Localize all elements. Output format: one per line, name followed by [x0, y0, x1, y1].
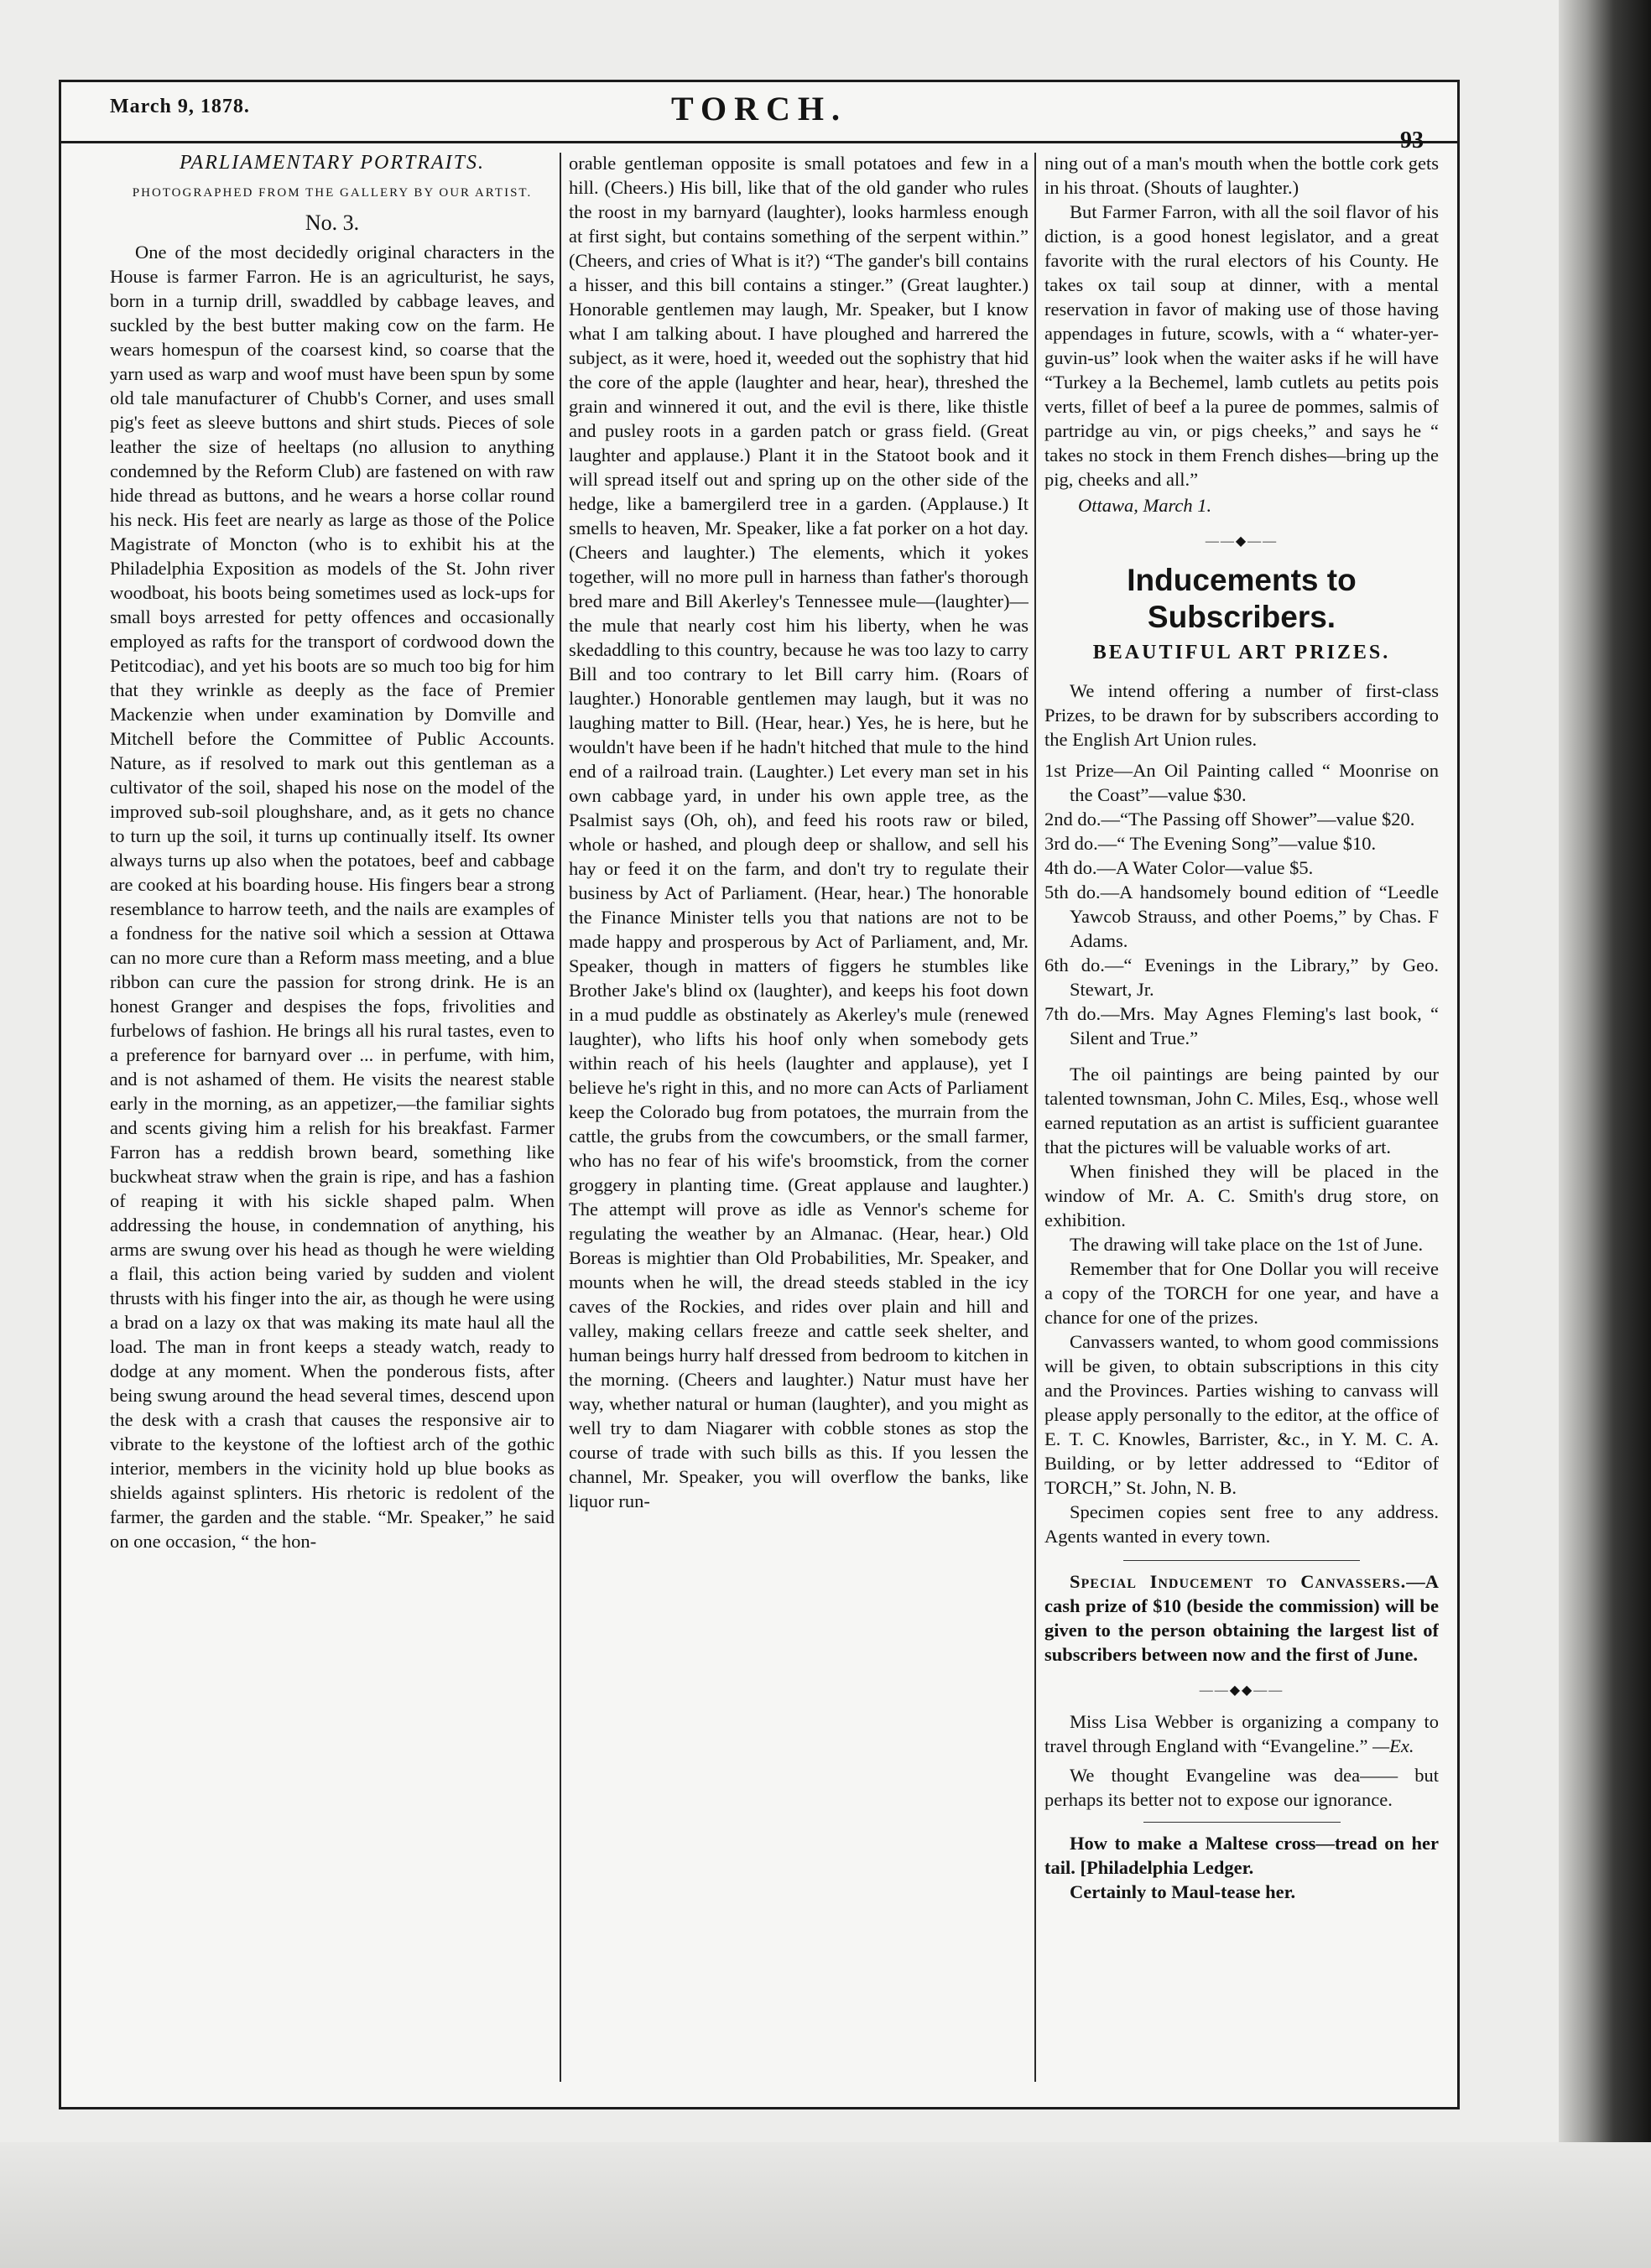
inducements-heading: Inducements to Subscribers.	[1127, 563, 1357, 634]
prize-item: 7th do.—Mrs. May Agnes Fleming's last book, “ Silent and True.”	[1044, 1003, 1439, 1048]
separator-rule	[1123, 1560, 1360, 1561]
news-item-credit: —Ex.	[1372, 1735, 1414, 1756]
separator-ornament: ——◆◆——	[1199, 1683, 1284, 1698]
news-item-text: Miss Lisa Webber is organizing a company to travel through England with “Evangeline.”	[1044, 1711, 1439, 1756]
article-number: No. 3.	[305, 211, 360, 235]
page-number: 93	[1400, 127, 1424, 153]
special-inducement-text: —A cash prize of $10 (beside the commission) will be given to the person obtaining the largest list of subscribers between now and the first of June.	[1044, 1571, 1439, 1665]
inducements-paragraph: The oil paintings are being painted by our talented townsman, John C. Miles, Esq., whose well earned reputation as an artist is sufficient guarantee that the pictures will be valuable works of art.	[1044, 1064, 1439, 1157]
newspaper-title: TORCH.	[671, 90, 847, 127]
prize-item: 3rd do.—“ The Evening Song”—value $10.	[1044, 833, 1377, 854]
prize-item: 6th do.—“ Evenings in the Library,” by Geo. Stewart, Jr.	[1044, 955, 1439, 1000]
separator-rule	[1143, 1822, 1341, 1823]
prize-item: 4th do.—A Water Color—value $5.	[1044, 857, 1314, 878]
article-closing-paragraph: But Farmer Farron, with all the soil flavor of his diction, is a good honest legislator, and a great favorite with the rural electors of his County. He takes ox tail soup at dinner, with a mental reservation in favor of making use of those having appendages in future, scowls, with a “ whater-yer-guvin-us” look when the waiter asks if he will have “Turkey a la Bechemel, lamb cutlets au petits pois verts, fillet of beef a la puree de pommes, salmis of partridge au vin, or pigs cheeks,” and says he “ takes no stock in them French dishes—bring up the pig, cheeks and all.”	[1044, 201, 1439, 490]
prize-item: 1st Prize—An Oil Painting called “ Moonrise on the Coast”—value $30.	[1044, 760, 1439, 805]
inducements-paragraph: Specimen copies sent free to any address. Agents wanted in every town.	[1044, 1501, 1439, 1547]
news-item: We thought Evangeline was dea—— but perhaps its better not to expose our ignorance.	[1044, 1765, 1439, 1810]
news-item: How to make a Maltese cross—tread on her tail. [Philadelphia Ledger.	[1044, 1833, 1439, 1878]
inducements-paragraph: The drawing will take place on the 1st of June.	[1070, 1234, 1424, 1255]
inducements-paragraph: Canvassers wanted, to whom good commissions will be given, to obtain subscriptions in this city and the Provinces. Parties wishing to canvass will please apply personally to the editor, at the office of E. T. C. Knowles, Barrister, &c., in Y. M. C. A. Building, or by letter addressed to “Editor of TORCH,” St. John, N. B.	[1044, 1331, 1439, 1498]
column-1	[110, 151, 555, 2063]
issue-date: March 9, 1878.	[110, 96, 250, 117]
inducements-paragraph: When finished they will be placed in the window of Mr. A. C. Smith's drug store, on exhibition.	[1044, 1161, 1439, 1230]
news-item	[1044, 1709, 1439, 1758]
special-inducement-label: Special Inducement to Canvassers.	[1070, 1571, 1407, 1592]
masthead	[61, 82, 1457, 153]
newspaper-page	[59, 80, 1460, 2109]
art-prizes-heading: BEAUTIFUL ART PRIZES.	[1092, 642, 1391, 663]
article-body-part-3: ning out of a man's mouth when the bottle cork gets in his throat. (Shouts of laughter.)	[1044, 153, 1439, 198]
article-subheading: PHOTOGRAPHED FROM THE GALLERY BY OUR ARTIST.	[132, 186, 533, 200]
article-body-part-2: orable gentleman opposite is small potatoes and few in a hill. (Cheers.) His bill, like that of the old gander who rules the roost in my barnyard (laughter), looks harmless enough at first sight, but contains something of the serpent within.” (Cheers, and cries of What is it?) “The gander's bill contains a hisser, and this bill contains a stinger.” (Great laughter.) Honorable gentlemen may laugh, Mr. Speaker, but I know what I am talking about. I have ploughed and harrered the subject, as it were, hoed it, weeded out the sophistry that hid the core of the apple (laughter and hear, hear), threshed the grain and winnered it out, and the evil is there, like thistle and pusley roots in a garden patch or grass field. (Great laughter and applause.) Plant it in the Statoot book and it will spread itself out and spring up on the other side of the hedge, like a bamergilerd tree in a garden. (Applause.) It smells to heaven, Mr. Speaker, like a fat porker on a hot day. (Cheers and laughter.) The elements, which it yokes together, will no more pull in harness than father's thorough bred mare and Bill Akerley's Tennessee mule—(laughter)—the mule that nearly cost him his liberty, when he was skedaddling to this country, because he was too lazy to carry Bill and too contrary to let Bill carry him. (Roars of laughter.) Honorable gentlemen may laugh, but it was no laughing matter to Bill. (Hear, hear.) Yes, he is here, but he wouldn't have been if he hadn't hitched that mule to the hind end of a railroad train. (Laughter.) Let every man set in his own cabbage yard, in under his own apple tree, as the Psalmist says (Oh, oh), and feed his roots raw or biled, whole or hashed, and plough deep or shallow, and sell his hay or feed it on the farm, and don't try to regulate their business by Act of Parliament. (Hear, hear.) The honorable the Finance Minister tells you that nations are not to be made happy and prosperous by Act of Parliament, and, Mr. Speaker, though in matters of figgers he stumbles like Brother Jake's blind ox (laughter), and keeps his foot down in a mud puddle as obstinately as Akerley's mule (renewed laughter), who lifts his hoof only when somebody gets within reach of his heels (laughter and applause), yet I believe he's right in this, and no more can Acts of Parliament keep the Colorado bug from potatoes, the murrain from the cattle, the grubs from the cowcumbers, or the small farmer, who has no fear of his wife's broomstick, from the corner groggery in planting time. (Great applause and laughter.) The attempt will prove as idle as Vennor's scheme for regulating the weather by an Almanac. (Hear, hear.) Old Boreas is mightier than Old Probabilities, Mr. Speaker, and mounts when he will, the dread steeds stabled in the icy caves of the Rockies, and rides over plain and hill and valley, making cellars freeze and cattle seek shelter, and human beings hurry half dressed from bedroom to kitchen in the morning. (Cheers and laughter.) Natur must have her way, whether natural or human (laughter), and you might as well try to dam Niagarer with cobble stones as stop the course of trade with such bills as this. If you lessen the channel, Mr. Speaker, you will overflow the banks, like liquor run-	[569, 153, 1029, 1511]
scan-bottom-margin	[0, 2142, 1651, 2268]
scan-edge-shadow	[1559, 0, 1651, 2268]
column-3	[1044, 151, 1439, 2063]
inducements-intro: We intend offering a number of first-class Prizes, to be drawn for by subscribers according to the English Art Union rules.	[1044, 680, 1439, 750]
article-dateline: Ottawa, March 1.	[1078, 495, 1212, 516]
news-item: Certainly to Maul-tease her.	[1070, 1881, 1296, 1902]
column-rule-1	[560, 153, 561, 2082]
prize-item: 2nd do.—“The Passing off Shower”—value $20.	[1044, 809, 1415, 830]
article-heading: PARLIAMENTARY PORTRAITS.	[179, 152, 485, 174]
column-rule-2	[1034, 153, 1036, 2082]
separator-ornament: ——◆——	[1205, 534, 1279, 549]
prize-list	[1044, 758, 1439, 1050]
special-inducement	[1044, 1569, 1439, 1667]
article-body-part-1: One of the most decidedly original characters in the House is farmer Farron. He is an agriculturist, he says, born in a turnip drill, swaddled by cabbage leaves, and suckled by the best butter making cow on the farm. He wears homespun of the coarsest kind, so coarse that the yarn used as warp and woof must have been spun by some old tale manufacturer of Chubb's Corner, and uses small pig's feet as sleeve buttons and shirt studs. Pieces of sole leather the size of heeltaps (no allusion to anything condemned by the Reform Club) are fastened on with raw hide thread as buttons, and he wears a horse collar round his neck. His feet are nearly as large as those of the Police Magistrate of Moncton (who is to exhibit his at the Philadelphia Exposition as models of the St. John river woodboat, his boots being sometimes used as lock-ups for small boys arrested for petty offences and occasionally employed as rafts for the transport of cordwood down the Petitcodiac), and yet his boots are so much too big for him that they wrinkle as deeply as the face of Premier Mackenzie when under examination by Domville and Mitchell before the Committee of Public Accounts. Nature, as if resolved to mark out this gentleman as a cultivator of the soil, shaped his nose on the model of the improved sub-soil ploughshare, and, as it gets no chance to turn up the soil, it turns up continually itself. Its owner always turns up also when the potatoes, beef and cabbage are cooked at his boarding house. His fingers bear a strong resemblance to harrow teeth, and the nails are examples of a fondness for the native soil which a session at Ottawa can no more cure than a Reform mass meeting, and a blue ribbon can cure the passion for strong drink. He is an honest Granger and despises the fops, frivolities and furbelows of fashion. He brings all his rural tastes, even to a preference for barnyard over ... in perfume, with him, and is not ashamed of them. He visits the nearest stable early in the morning, as an appetizer,—the familiar sights and scents giving him a relish for his breakfast. Farmer Farron has a reddish brown beard, something like buckwheat straw when the grain is ripe, and has a fashion of reaping it with his sickle shaped palm. When addressing the house, in condemnation of anything, his arms are swung over his head as though he were wielding a flail, this action being varied by sudden and violent thrusts with his finger into the air, as though he were using a brad on a lazy ox that was making its mate haul all the load. The man in front keeps a steady watch, ready to dodge at any moment. When the ponderous fists, after being swung around the head several times, descend upon the desk with a crash that causes the responsive air to vibrate to the keystone of the loftiest arch of the gothic interior, members in the vicinity hold up blue books as shields against splinters. His rhetoric is redolent of the farmer, the garden and the stable. “Mr. Speaker,” he said on one occasion, “ the hon-	[110, 242, 555, 1552]
column-2	[569, 151, 1029, 2063]
prize-item: 5th do.—A handsomely bound edition of “Leedle Yawcob Strauss, and other Poems,” by Chas. F Adams.	[1044, 882, 1439, 951]
inducements-paragraph: Remember that for One Dollar you will receive a copy of the TORCH for one year, and have a chance for one of the prizes.	[1044, 1258, 1439, 1328]
